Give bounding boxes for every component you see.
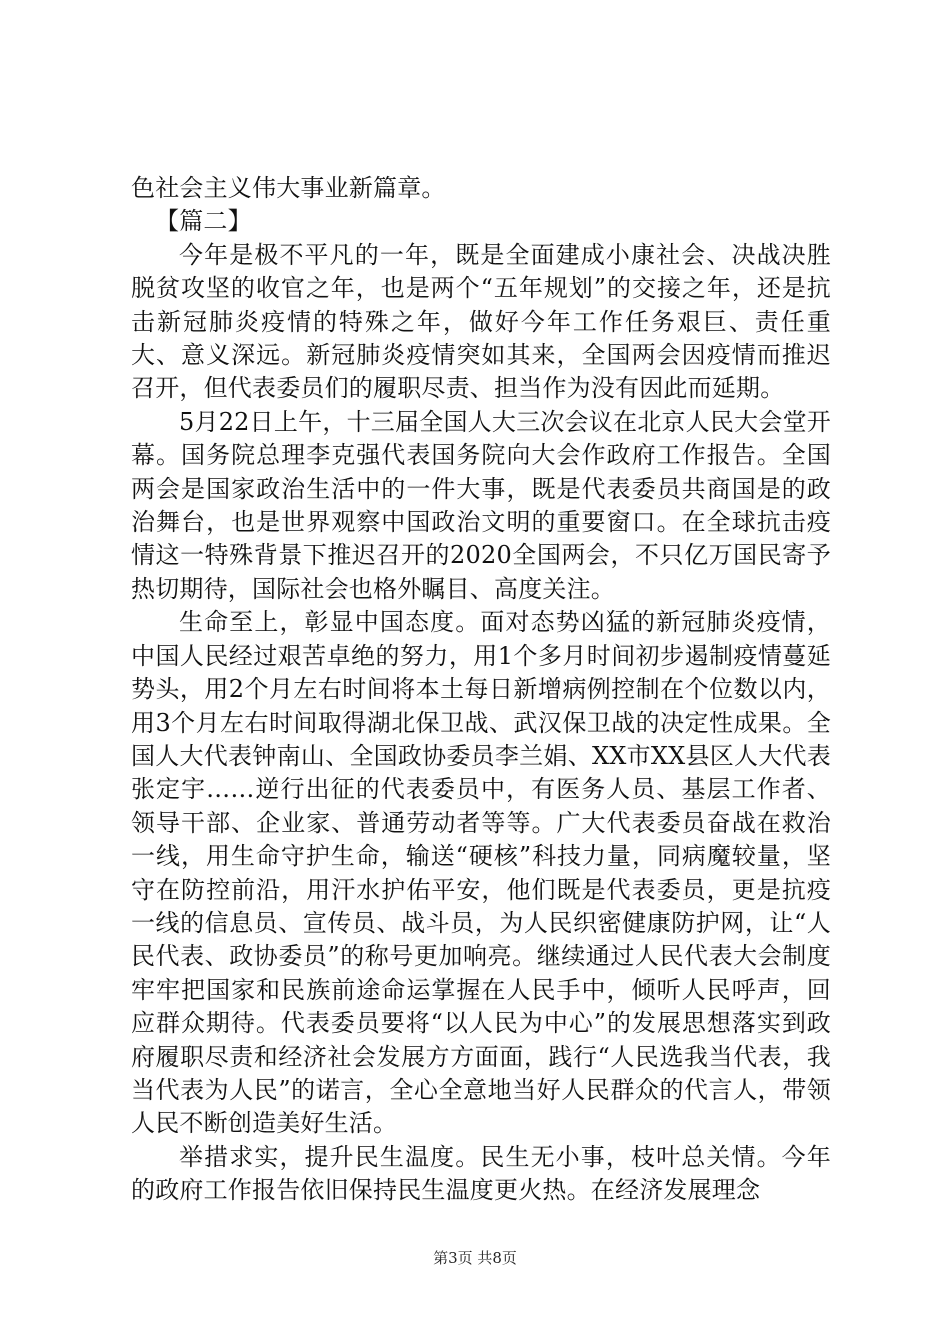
page-number-footer: 第3页 共8页	[433, 1249, 517, 1267]
paragraph: 举措求实，提升民生温度。民生无小事，枝叶总关情。今年的政府工作报告依旧保持民生温度更火热。在经济发展理念	[131, 1142, 831, 1205]
section-heading: 【篇二】	[155, 207, 252, 236]
body-text	[131, 172, 831, 1208]
paragraph: 今年是极不平凡的一年，既是全面建成小康社会、决战决胜脱贫攻坚的收官之年，也是两个“五年规划”的交接之年，还是抗击新冠肺炎疫情的特殊之年，做好今年工作任务艰巨、责任重大、意义深远。新冠肺炎疫情突如其来，全国两会因疫情而推迟召开，但代表委员们的履职尽责、担当作为没有因此而延期。	[131, 240, 831, 403]
paragraph: 生命至上，彰显中国态度。面对态势凶猛的新冠肺炎疫情，中国人民经过艰苦卓绝的努力，用1个多月时间初步遏制疫情蔓延势头，用2个月左右时间将本土每日新增病例控制在个位数以内，用3个月左右时间取得湖北保卫战、武汉保卫战的决定性成果。全国人大代表钟南山、全国政协委员李兰娟、XX市XX县区人大代表张定宇……逆行出征的代表委员中，有医务人员、基层工作者、领导干部、企业家、普通劳动者等等。广大代表委员奋战在救治一线，用生命守护生命，输送“硬核”科技力量，同病魔较量，坚守在防控前沿，用汗水护佑平安，他们既是代表委员，更是抗疫一线的信息员、宣传员、战斗员，为人民织密健康防护网，让“人民代表、政协委员”的称号更加响亮。继续通过人民代表大会制度牢牢把国家和民族前途命运掌握在人民手中，倾听人民呼声，回应群众期待。代表委员要将“以人民为中心”的发展思想落实到政府履职尽责和经济社会发展方方面面，践行“人民选我当代表，我当代表为人民”的诺言，全心全意地当好人民群众的代言人，带领人民不断创造美好生活。	[131, 608, 831, 1138]
paragraph: 5月22日上午，十三届全国人大三次会议在北京人民大会堂开幕。国务院总理李克强代表国务院向大会作政府工作报告。全国两会是国家政治生活中的一件大事，既是代表委员共商国是的政治舞台，也是世界观察中国政治文明的重要窗口。在全球抗击疫情这一特殊背景下推迟召开的2020全国两会，不只亿万国民寄予热切期待，国际社会也格外瞩目、高度关注。	[131, 407, 831, 603]
paragraph-continuation: 色社会主义伟大事业新篇章。	[131, 174, 446, 202]
